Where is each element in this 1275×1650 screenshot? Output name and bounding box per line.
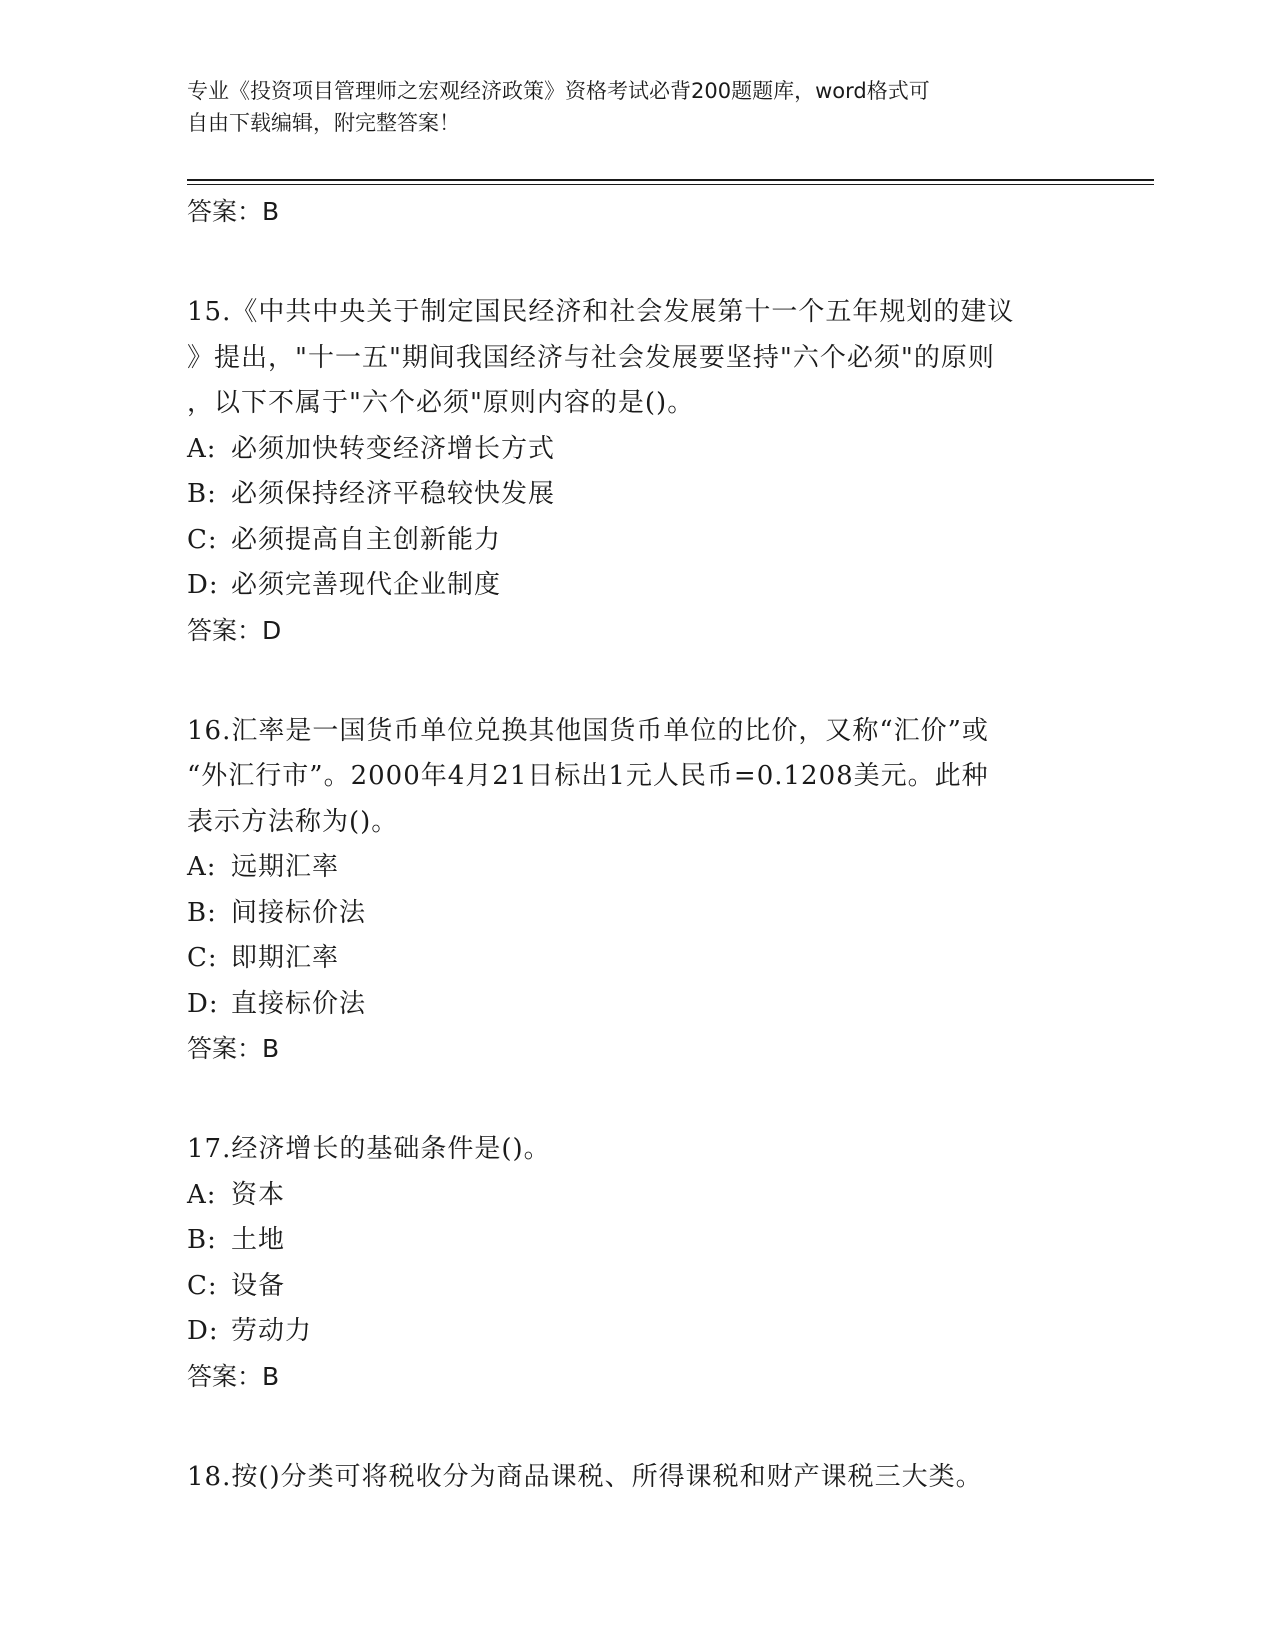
header-line-1: 专业《投资项目管理师之宏观经济政策》资格考试必背200题题库，word格式可 [187,79,930,103]
question-line: 16.汇率是一国货币单位兑换其他国货币单位的比价，又称“汇价”或 [187,715,989,746]
option-item [187,1264,1087,1310]
option-key: A: [187,1179,217,1210]
option-key: D: [187,570,219,600]
question-line: 表示方法称为()。 [187,806,399,837]
question-text [187,709,1087,846]
option-text: 即期汇率 [231,943,340,973]
question-text [187,290,1087,427]
option-item [187,1173,1087,1219]
question-line: 15.《中共中央关于制定国民经济和社会发展第十一个五年规划的建议 [187,297,1015,327]
option-key: B: [187,1225,217,1255]
answer-value: B [262,1361,280,1391]
option-key: A: [187,433,217,464]
option-text: 资本 [231,1179,286,1210]
option-item [187,563,1087,609]
answer-line [187,609,1087,653]
option-text: 必须完善现代企业制度 [231,570,502,600]
option-item [187,472,1087,518]
answer-line [187,1355,1087,1399]
option-text: 劳动力 [231,1316,313,1346]
option-text: 土地 [231,1225,286,1255]
answer-line [187,190,1087,234]
option-item [187,1309,1087,1355]
option-text: 直接标价法 [231,988,367,1019]
question-line: 》提出，"十一五"期间我国经济与社会发展要坚持"六个必须"的原则 [187,342,995,373]
document-header [187,75,1067,139]
option-item [187,982,1087,1028]
answer-label: 答案： [187,1361,263,1391]
answer-line [187,1027,1087,1071]
option-key: C: [187,943,218,973]
option-item [187,845,1087,891]
answer-value: D [262,615,282,645]
question-text [187,1455,1087,1501]
question-line: 17.经济增长的基础条件是()。 [187,1134,551,1164]
option-key: A: [187,852,217,882]
answer-value: B [262,1034,280,1063]
option-key: D: [187,1316,219,1346]
option-text: 必须加快转变经济增长方式 [231,433,556,464]
option-key: D: [187,988,219,1019]
option-item [187,936,1087,982]
option-key: B: [187,897,217,928]
question-list [187,190,1087,1500]
question-text [187,1127,1087,1173]
question-line: “外汇行市”。2000年4月21日标出1元人民币=0.1208美元。此种 [187,761,989,791]
answer-label: 答案： [187,1034,263,1063]
option-item [187,1218,1087,1264]
option-item [187,427,1087,473]
question-line: ，以下不属于"六个必须"原则内容的是()。 [187,388,695,418]
option-text: 设备 [231,1270,286,1301]
option-key: C: [187,1270,218,1301]
option-text: 远期汇率 [231,852,340,882]
option-item [187,891,1087,937]
answer-label: 答案： [187,615,263,645]
option-key: C: [187,524,218,555]
answer-label: 答案： [187,197,263,226]
option-key: B: [187,479,217,509]
option-text: 必须提高自主创新能力 [231,524,502,555]
question-line: 18.按()分类可将税收分为商品课税、所得课税和财产课税三大类。 [187,1461,983,1492]
header-line-2: 自由下载编辑，附完整答案！ [187,111,460,135]
option-item [187,518,1087,564]
header-divider-thin [187,184,1154,185]
option-text: 必须保持经济平稳较快发展 [231,479,556,509]
answer-value: B [262,197,280,226]
header-divider-thick [187,179,1154,181]
option-text: 间接标价法 [231,897,367,928]
